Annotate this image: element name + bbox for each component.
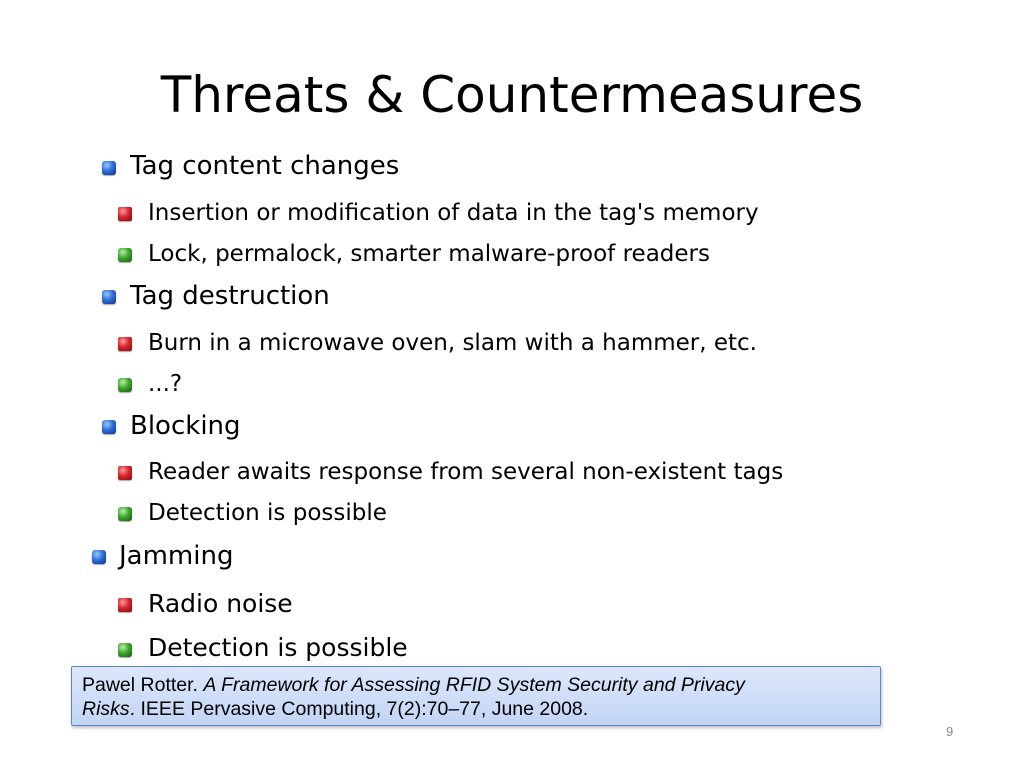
- sub-bullet-item: Reader awaits response from several non-existent tags: [148, 459, 784, 485]
- sub-bullet-item: Lock, permalock, smarter malware-proof readers: [148, 241, 710, 267]
- bullet-green-icon: [118, 507, 132, 521]
- bullet-red-icon: [118, 598, 132, 612]
- bullet-blue-icon: [92, 550, 106, 564]
- bullet-blue-icon: [102, 161, 116, 175]
- bullet-red-icon: [118, 466, 132, 480]
- bullet-blue-icon: [102, 420, 116, 434]
- bullet-item: Tag destruction: [130, 281, 330, 311]
- slide-title: Threats & Countermeasures: [160, 66, 864, 124]
- page-number: 9: [946, 724, 954, 739]
- bullet-red-icon: [118, 207, 132, 221]
- bullet-green-icon: [118, 378, 132, 392]
- sub-bullet-item: Insertion or modification of data in the tag's memory: [148, 200, 759, 226]
- bullet-blue-icon: [102, 290, 116, 304]
- bullet-item: Jamming: [119, 541, 234, 571]
- citation-title-line1: A Framework for Assessing RFID System Security and Privacy: [203, 674, 745, 696]
- citation-details: . IEEE Pervasive Computing, 7(2):70–77, June 2008.: [129, 698, 589, 720]
- sub-bullet-item: Radio noise: [148, 589, 293, 618]
- sub-bullet-item: Detection is possible: [148, 500, 387, 526]
- sub-bullet-item: Detection is possible: [148, 633, 408, 662]
- bullet-red-icon: [118, 337, 132, 351]
- sub-bullet-item: ...?: [148, 371, 183, 397]
- sub-bullet-item: Burn in a microwave oven, slam with a hammer, etc.: [148, 330, 757, 356]
- citation-box: [71, 666, 881, 726]
- bullet-green-icon: [118, 643, 132, 657]
- bullet-item: Blocking: [130, 411, 241, 441]
- bullet-item: Tag content changes: [130, 151, 400, 181]
- citation-title-line2: Risks: [82, 698, 130, 720]
- bullet-green-icon: [118, 248, 132, 262]
- citation-author: Pawel Rotter.: [82, 674, 198, 696]
